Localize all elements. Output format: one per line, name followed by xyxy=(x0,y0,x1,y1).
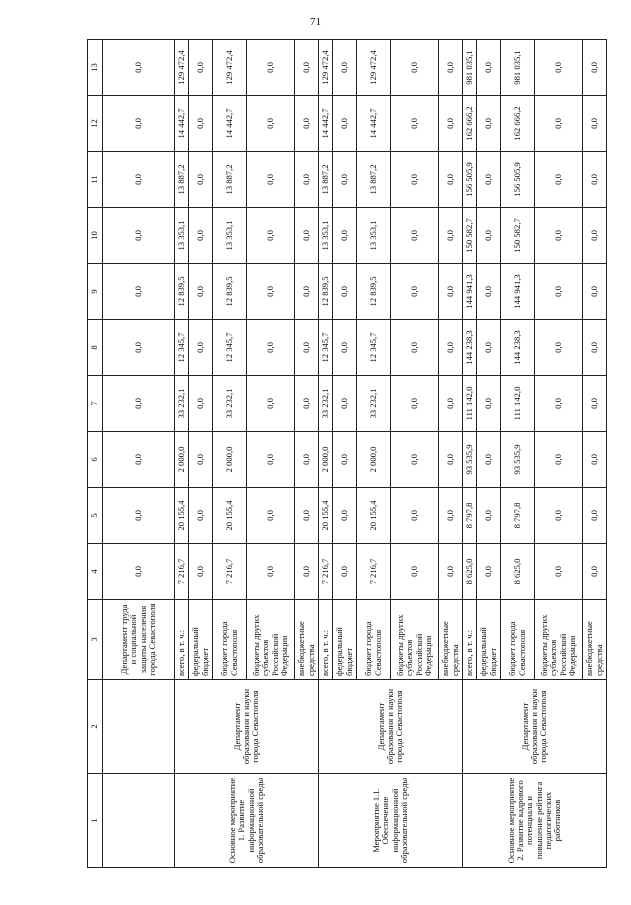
value-cell: 0,0 xyxy=(439,264,463,320)
value-cell: 0,0 xyxy=(295,320,319,376)
value-cell: 0,0 xyxy=(439,40,463,96)
value-cell: 0,0 xyxy=(477,376,501,432)
value-cell: 0,0 xyxy=(247,544,295,600)
budget-table-body xyxy=(88,40,607,868)
value-cell: 0,0 xyxy=(583,264,607,320)
value-cell: 12 839,5 xyxy=(175,264,189,320)
column-number: 6 xyxy=(88,432,103,488)
value-cell: 33 232,1 xyxy=(319,376,333,432)
funding-source-cell: бюджет города Севастополя xyxy=(357,600,391,680)
value-cell: 20 155,4 xyxy=(213,488,247,544)
funding-source-cell: бюджеты других субъектов Российской Федерации xyxy=(247,600,295,680)
column-number: 1 xyxy=(88,774,103,868)
value-cell: 0,0 xyxy=(295,544,319,600)
measure-name-cell: Основное мероприятие 2. Развитие кадрового потенциала и повышение рейтинга педагогических работников xyxy=(463,774,607,868)
value-cell: 12 839,5 xyxy=(357,264,391,320)
value-cell: 0,0 xyxy=(103,208,175,264)
value-cell: 0,0 xyxy=(583,488,607,544)
value-cell: 13 887,2 xyxy=(357,152,391,208)
value-cell: 981 035,1 xyxy=(463,40,477,96)
page-number: 71 xyxy=(310,16,321,28)
column-number: 8 xyxy=(88,320,103,376)
value-cell: 0,0 xyxy=(333,320,357,376)
value-cell: 0,0 xyxy=(583,376,607,432)
value-cell: 7 216,7 xyxy=(213,544,247,600)
value-cell: 0,0 xyxy=(535,376,583,432)
value-cell: 0,0 xyxy=(583,40,607,96)
value-cell: 129 472,4 xyxy=(357,40,391,96)
budget-table-frame xyxy=(87,40,604,868)
value-cell: 7 216,7 xyxy=(319,544,333,600)
value-cell: 0,0 xyxy=(583,544,607,600)
value-cell: 0,0 xyxy=(103,544,175,600)
value-cell: 0,0 xyxy=(333,544,357,600)
value-cell: 14 442,7 xyxy=(357,96,391,152)
value-cell: 150 582,7 xyxy=(463,208,477,264)
value-cell: 33 232,1 xyxy=(213,376,247,432)
value-cell: 12 839,5 xyxy=(319,264,333,320)
value-cell: 0,0 xyxy=(333,488,357,544)
value-cell: 12 839,5 xyxy=(213,264,247,320)
value-cell: 0,0 xyxy=(477,96,501,152)
table-row xyxy=(103,40,175,868)
value-cell: 0,0 xyxy=(295,40,319,96)
value-cell: 2 000,0 xyxy=(357,432,391,488)
value-cell: 0,0 xyxy=(295,376,319,432)
value-cell: 0,0 xyxy=(103,264,175,320)
value-cell: 0,0 xyxy=(333,208,357,264)
value-cell: 0,0 xyxy=(103,376,175,432)
table-row xyxy=(319,40,333,868)
value-cell: 0,0 xyxy=(535,488,583,544)
value-cell: 0,0 xyxy=(391,96,439,152)
column-number: 11 xyxy=(88,152,103,208)
value-cell: 129 472,4 xyxy=(175,40,189,96)
value-cell: 12 345,7 xyxy=(319,320,333,376)
funding-source-cell: Департамент труда и социальной защиты населения города Севастополя xyxy=(103,600,175,680)
value-cell: 0,0 xyxy=(247,152,295,208)
value-cell: 0,0 xyxy=(333,432,357,488)
value-cell: 981 035,1 xyxy=(501,40,535,96)
funding-source-cell: бюджет города Севастополя xyxy=(213,600,247,680)
value-cell: 0,0 xyxy=(439,544,463,600)
funding-source-cell: бюджет города Севастополя xyxy=(501,600,535,680)
value-cell: 0,0 xyxy=(247,208,295,264)
value-cell: 0,0 xyxy=(333,264,357,320)
value-cell: 0,0 xyxy=(103,320,175,376)
value-cell: 0,0 xyxy=(189,432,213,488)
value-cell: 111 142,0 xyxy=(501,376,535,432)
value-cell: 12 345,7 xyxy=(175,320,189,376)
funding-source-cell: всего, в т. ч.: xyxy=(175,600,189,680)
value-cell: 0,0 xyxy=(247,376,295,432)
value-cell: 8 625,0 xyxy=(463,544,477,600)
measure-name-cell: Мероприятие 1.1. Обеспечение информационной образовательной среды xyxy=(319,774,463,868)
value-cell: 0,0 xyxy=(391,320,439,376)
value-cell: 0,0 xyxy=(391,40,439,96)
value-cell: 0,0 xyxy=(103,488,175,544)
value-cell: 0,0 xyxy=(535,320,583,376)
funding-source-cell: бюджеты других субъектов Российской Федерации xyxy=(391,600,439,680)
value-cell: 129 472,4 xyxy=(319,40,333,96)
value-cell: 0,0 xyxy=(295,264,319,320)
value-cell: 0,0 xyxy=(439,320,463,376)
value-cell: 93 535,9 xyxy=(501,432,535,488)
value-cell: 144 941,3 xyxy=(501,264,535,320)
value-cell: 162 666,2 xyxy=(501,96,535,152)
value-cell: 7 216,7 xyxy=(175,544,189,600)
value-cell: 0,0 xyxy=(391,432,439,488)
value-cell: 156 505,9 xyxy=(501,152,535,208)
value-cell: 0,0 xyxy=(295,208,319,264)
column-number: 4 xyxy=(88,544,103,600)
funding-source-cell: федеральный бюджет xyxy=(189,600,213,680)
value-cell: 0,0 xyxy=(247,320,295,376)
executor-cell: Департамент образования и науки города Севастополя xyxy=(319,680,463,774)
value-cell: 150 582,7 xyxy=(501,208,535,264)
value-cell: 8 797,8 xyxy=(463,488,477,544)
executor-cell: Департамент образования и науки города Севастополя xyxy=(175,680,319,774)
value-cell: 0,0 xyxy=(477,320,501,376)
value-cell: 0,0 xyxy=(189,152,213,208)
measure-name-cell: Основное мероприятие 1. Развитие информационной образовательной среды xyxy=(175,774,319,868)
column-number: 12 xyxy=(88,96,103,152)
value-cell: 0,0 xyxy=(391,544,439,600)
value-cell: 12 345,7 xyxy=(357,320,391,376)
value-cell: 0,0 xyxy=(189,488,213,544)
value-cell: 0,0 xyxy=(333,376,357,432)
column-number: 10 xyxy=(88,208,103,264)
value-cell: 14 442,7 xyxy=(319,96,333,152)
value-cell: 0,0 xyxy=(189,96,213,152)
executor-cell-empty xyxy=(103,680,175,774)
funding-source-cell: всего, в т. ч.: xyxy=(319,600,333,680)
value-cell: 33 232,1 xyxy=(357,376,391,432)
value-cell: 0,0 xyxy=(583,152,607,208)
value-cell: 0,0 xyxy=(535,432,583,488)
value-cell: 0,0 xyxy=(247,96,295,152)
value-cell: 0,0 xyxy=(535,544,583,600)
value-cell: 2 000,0 xyxy=(319,432,333,488)
value-cell: 33 232,1 xyxy=(175,376,189,432)
column-number: 2 xyxy=(88,680,103,774)
funding-source-cell: всего, в т. ч.: xyxy=(463,600,477,680)
value-cell: 0,0 xyxy=(189,376,213,432)
value-cell: 162 666,2 xyxy=(463,96,477,152)
value-cell: 0,0 xyxy=(391,376,439,432)
header-row xyxy=(88,40,103,868)
value-cell: 144 941,3 xyxy=(463,264,477,320)
value-cell: 0,0 xyxy=(439,376,463,432)
value-cell: 0,0 xyxy=(583,432,607,488)
table-row xyxy=(175,40,189,868)
column-number: 9 xyxy=(88,264,103,320)
column-number: 5 xyxy=(88,488,103,544)
value-cell: 93 535,9 xyxy=(463,432,477,488)
value-cell: 0,0 xyxy=(103,152,175,208)
value-cell: 0,0 xyxy=(247,40,295,96)
value-cell: 0,0 xyxy=(333,96,357,152)
value-cell: 0,0 xyxy=(583,96,607,152)
value-cell: 0,0 xyxy=(439,432,463,488)
value-cell: 0,0 xyxy=(333,152,357,208)
value-cell: 13 887,2 xyxy=(213,152,247,208)
value-cell: 156 505,9 xyxy=(463,152,477,208)
column-number: 7 xyxy=(88,376,103,432)
value-cell: 0,0 xyxy=(247,264,295,320)
value-cell: 0,0 xyxy=(477,544,501,600)
value-cell: 0,0 xyxy=(477,208,501,264)
value-cell: 7 216,7 xyxy=(357,544,391,600)
funding-source-cell: федеральный бюджет xyxy=(477,600,501,680)
measure-cell-empty xyxy=(103,774,175,868)
value-cell: 0,0 xyxy=(477,488,501,544)
value-cell: 0,0 xyxy=(103,96,175,152)
value-cell: 0,0 xyxy=(247,432,295,488)
funding-source-cell: бюджеты других субъектов Российской Федерации xyxy=(535,600,583,680)
value-cell: 0,0 xyxy=(439,152,463,208)
value-cell: 13 887,2 xyxy=(175,152,189,208)
funding-source-cell: федеральный бюджет xyxy=(333,600,357,680)
value-cell: 20 155,4 xyxy=(319,488,333,544)
value-cell: 0,0 xyxy=(477,152,501,208)
value-cell: 0,0 xyxy=(535,96,583,152)
value-cell: 8 797,8 xyxy=(501,488,535,544)
value-cell: 0,0 xyxy=(103,432,175,488)
value-cell: 0,0 xyxy=(295,488,319,544)
budget-table xyxy=(87,39,607,868)
value-cell: 0,0 xyxy=(535,152,583,208)
value-cell: 2 000,0 xyxy=(213,432,247,488)
funding-source-cell: внебюджетные средства xyxy=(439,600,463,680)
value-cell: 8 625,0 xyxy=(501,544,535,600)
value-cell: 0,0 xyxy=(295,432,319,488)
value-cell: 0,0 xyxy=(583,208,607,264)
value-cell: 13 353,1 xyxy=(357,208,391,264)
value-cell: 0,0 xyxy=(103,40,175,96)
value-cell: 14 442,7 xyxy=(175,96,189,152)
rotated-table-wrapper xyxy=(87,40,604,868)
value-cell: 0,0 xyxy=(535,40,583,96)
column-number: 3 xyxy=(88,600,103,680)
value-cell: 14 442,7 xyxy=(213,96,247,152)
value-cell: 0,0 xyxy=(439,96,463,152)
value-cell: 144 238,3 xyxy=(463,320,477,376)
value-cell: 0,0 xyxy=(247,488,295,544)
value-cell: 0,0 xyxy=(439,488,463,544)
value-cell: 0,0 xyxy=(477,40,501,96)
value-cell: 0,0 xyxy=(189,40,213,96)
executor-cell: Департамент образования и науки города Севастополя xyxy=(463,680,607,774)
value-cell: 12 345,7 xyxy=(213,320,247,376)
value-cell: 0,0 xyxy=(189,320,213,376)
value-cell: 13 353,1 xyxy=(319,208,333,264)
value-cell: 20 155,4 xyxy=(175,488,189,544)
funding-source-cell: внебюджетные средства xyxy=(295,600,319,680)
value-cell: 0,0 xyxy=(391,264,439,320)
value-cell: 0,0 xyxy=(295,152,319,208)
value-cell: 13 353,1 xyxy=(213,208,247,264)
value-cell: 20 155,4 xyxy=(357,488,391,544)
value-cell: 13 353,1 xyxy=(175,208,189,264)
value-cell: 0,0 xyxy=(477,264,501,320)
value-cell: 0,0 xyxy=(333,40,357,96)
value-cell: 0,0 xyxy=(391,488,439,544)
value-cell: 111 142,0 xyxy=(463,376,477,432)
value-cell: 13 887,2 xyxy=(319,152,333,208)
value-cell: 144 238,3 xyxy=(501,320,535,376)
value-cell: 0,0 xyxy=(391,152,439,208)
value-cell: 0,0 xyxy=(583,320,607,376)
value-cell: 0,0 xyxy=(535,264,583,320)
value-cell: 0,0 xyxy=(391,208,439,264)
value-cell: 2 000,0 xyxy=(175,432,189,488)
value-cell: 0,0 xyxy=(535,208,583,264)
value-cell: 0,0 xyxy=(477,432,501,488)
table-row xyxy=(463,40,477,868)
funding-source-cell: внебюджетные средства xyxy=(583,600,607,680)
value-cell: 0,0 xyxy=(189,544,213,600)
column-number: 13 xyxy=(88,40,103,96)
value-cell: 0,0 xyxy=(189,208,213,264)
value-cell: 0,0 xyxy=(189,264,213,320)
value-cell: 0,0 xyxy=(439,208,463,264)
value-cell: 129 472,4 xyxy=(213,40,247,96)
value-cell: 0,0 xyxy=(295,96,319,152)
